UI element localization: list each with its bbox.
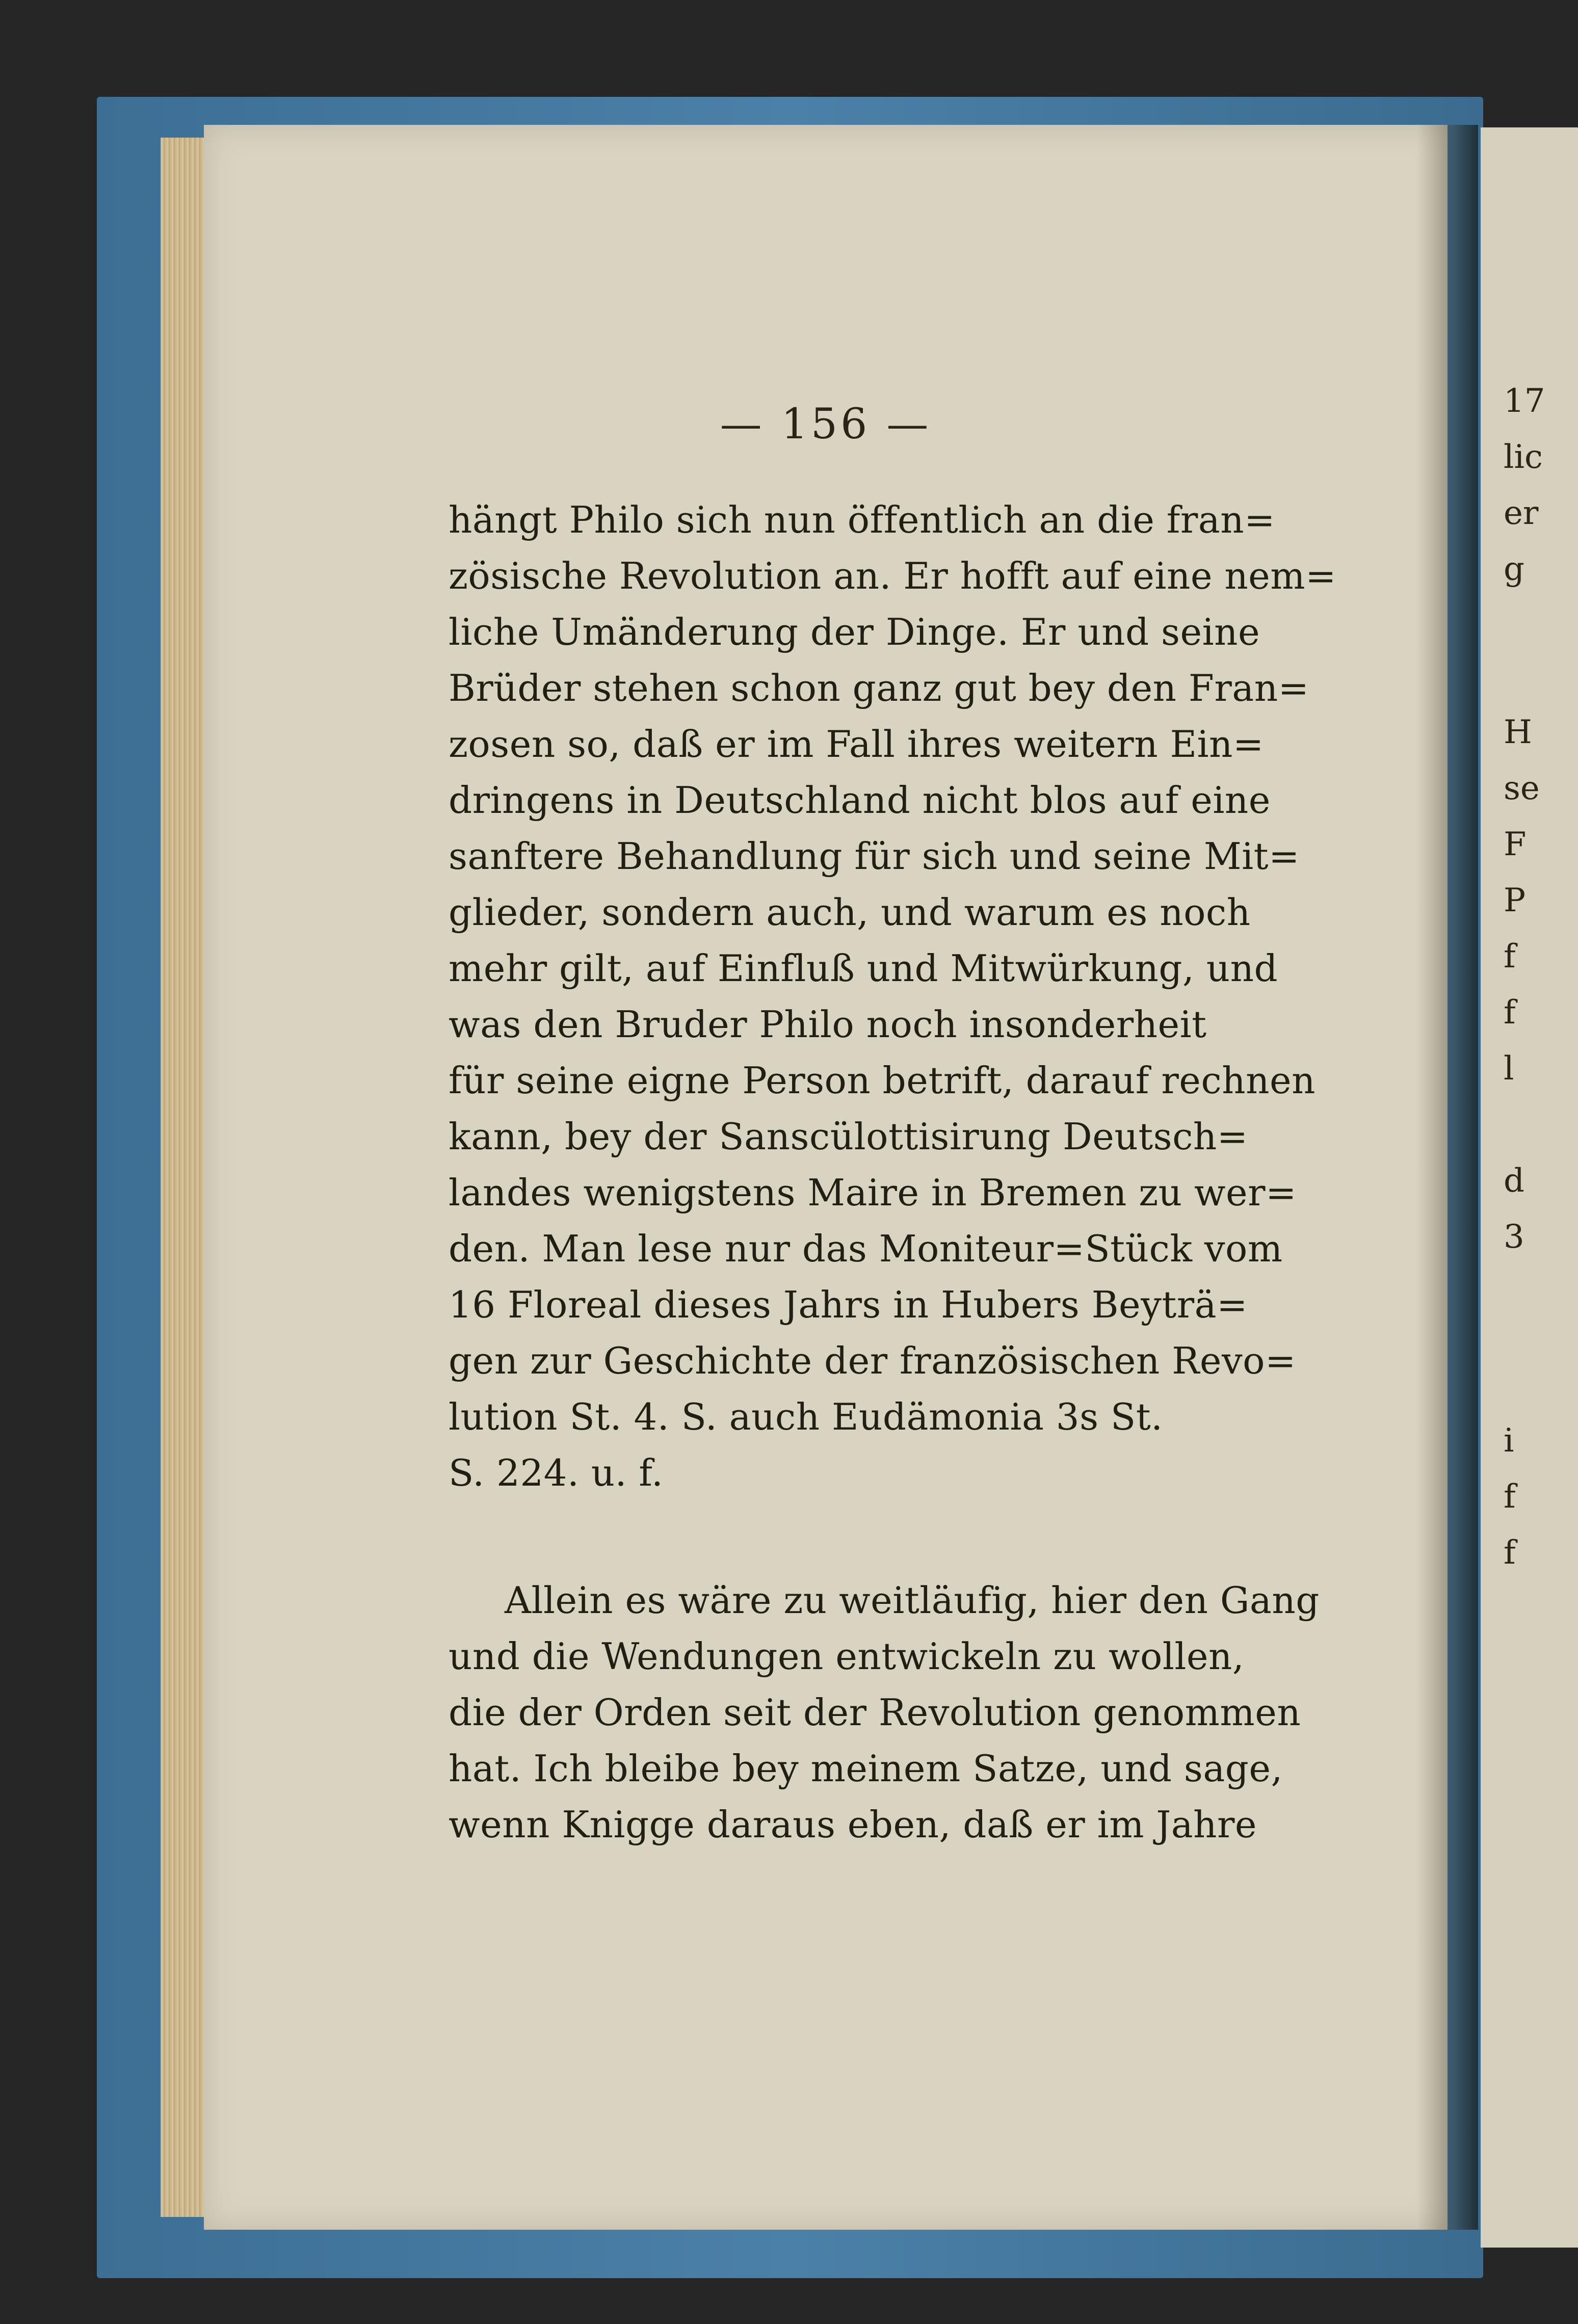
- book-page: [204, 125, 1448, 2230]
- facing-fragment: 3: [1504, 1218, 1524, 1256]
- text-line: dringens in Deutschland nicht blos auf eine: [449, 779, 1271, 822]
- text-line: für seine eigne Person betrift, darauf rechnen: [449, 1059, 1316, 1102]
- paragraph-1: [449, 492, 1336, 1501]
- text-line: zosen so, daß er im Fall ihres weitern Ein=: [449, 723, 1264, 765]
- text-line: Brüder stehen schon ganz gut bey den Fran=: [449, 667, 1309, 709]
- facing-fragment: f: [1504, 938, 1516, 975]
- facing-fragment: lic: [1504, 438, 1543, 476]
- text-line: sanftere Behandlung für sich und seine Mit=: [449, 835, 1300, 878]
- facing-fragment: f: [1504, 1534, 1516, 1572]
- page-number: — 156 —: [720, 400, 932, 448]
- text-line: S. 224. u. f.: [449, 1451, 664, 1494]
- facing-fragment: d: [1504, 1162, 1524, 1200]
- text-line: Allein es wäre zu weitläufig, hier den Gang: [505, 1579, 1320, 1622]
- text-line: hat. Ich bleibe bey meinem Satze, und sage,: [449, 1747, 1283, 1790]
- text-line: landes wenigstens Maire in Bremen zu wer=: [449, 1171, 1297, 1214]
- facing-fragment: se: [1504, 770, 1540, 807]
- text-line: kann, bey der Sanscülottisirung Deutsch=: [449, 1115, 1248, 1158]
- text-line: wenn Knigge daraus eben, daß er im Jahre: [449, 1803, 1257, 1846]
- facing-fragment: i: [1504, 1422, 1514, 1460]
- text-line: und die Wendungen entwickeln zu wollen,: [449, 1635, 1245, 1678]
- text-line: 16 Floreal dieses Jahrs in Hubers Beyträ=: [449, 1283, 1248, 1326]
- text-line: glieder, sondern auch, und warum es noch: [449, 891, 1251, 934]
- facing-fragment: 17: [1504, 382, 1545, 420]
- facing-fragment: g: [1504, 550, 1524, 588]
- book-gutter: [1417, 125, 1478, 2230]
- facing-fragment: l: [1504, 1050, 1514, 1088]
- text-line: zösische Revolution an. Er hofft auf eine nem=: [449, 554, 1336, 597]
- text-line: die der Orden seit der Revolution genommen: [449, 1691, 1301, 1734]
- facing-fragment: f: [1504, 1478, 1516, 1516]
- facing-fragment: P: [1504, 882, 1526, 919]
- facing-page-edge: [1481, 127, 1578, 2248]
- text-line: lution St. 4. S. auch Eudämonia 3s St.: [449, 1395, 1163, 1438]
- facing-fragment: F: [1504, 826, 1527, 863]
- text-line: mehr gilt, auf Einfluß und Mitwürkung, und: [449, 947, 1278, 990]
- facing-fragment: er: [1504, 494, 1539, 532]
- facing-fragment: H: [1504, 714, 1532, 751]
- paragraph-2: [449, 1572, 1320, 1853]
- text-line: was den Bruder Philo noch insonderheit: [449, 1003, 1207, 1046]
- facing-fragment: f: [1504, 994, 1516, 1032]
- text-line: den. Man lese nur das Moniteur=Stück vom: [449, 1227, 1283, 1270]
- text-line: gen zur Geschichte der französischen Revo=: [449, 1339, 1296, 1382]
- text-line: liche Umänderung der Dinge. Er und seine: [449, 611, 1260, 653]
- text-line: hängt Philo sich nun öffentlich an die fran=: [449, 498, 1275, 541]
